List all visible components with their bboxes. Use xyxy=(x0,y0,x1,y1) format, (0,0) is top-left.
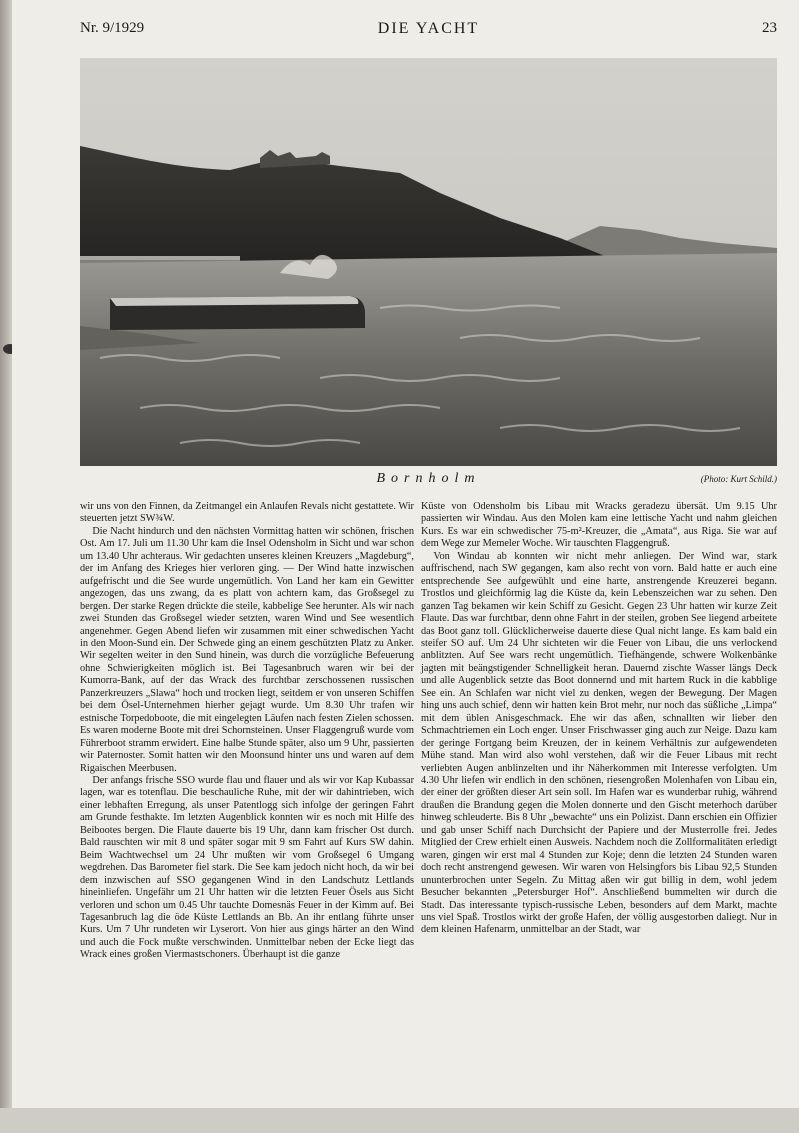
article-column-right xyxy=(421,501,777,937)
photo-bornholm-coast xyxy=(80,58,777,466)
photo-credit: (Photo: Kurt Schild.) xyxy=(700,474,777,484)
caption-place: Bornholm xyxy=(376,471,481,486)
photo-caption xyxy=(80,471,777,491)
paragraph: Küste von Odensholm bis Libau mit Wracks geradezu übersät. Um 9.15 Uhr passierten wir Windau. Aus den Molen kam eine lettische Yacht und nahm gleichen Kurs. Es war ein schwedischer 75-m²-Kreuzer, die „Amata“, aus Riga. Sie war auf dem Wege zur Memeler Woche. Wir tauschten Flaggengruß. xyxy=(421,501,777,550)
paragraph: Von Windau ab konnten wir nicht mehr anliegen. Der Wind war, stark auffrischend, nach SW gegangen, kam also recht von vorn. Bald hatte er auch eine entsprechende See aufgewühlt und eine harte, anstrengende Kreuzerei begann. Trostlos und gleichförmig lag die Küste da, kein Lebenszeichen war zu sehen. Den ganzen Tag bekamen wir kein Schiff zu Gesicht. Gegen 23 Uhr hatten wir kurze Zeit Flaute. Das war furchtbar, denn ohne Fahrt in der steilen, groben See liegend arbeitete das Boot ganz toll. Glücklicherweise dauerte diese Qual nicht lange. Es kam bald ein steifer SO auf. Um 24 Uhr sichteten wir die Feuer von Libau, die uns verlockend anblitzten. Auf See wars recht ungemütlich. Tiefhängende, schwere Wolkenbänke jagten mit beängstigender Schnelligkeit heran. Dauernd zischte Wasser längs Deck und alle Augenblick setzte das Boot donnernd und mit hartem Ruck in die kabblige See ein. An Schlafen war nicht viel zu denken, wegen der Bewegung. Der Magen hing uns auch schief, denn wir hatten kein Brot mehr, nur noch das süßliche „Limpa“ mit dem üblen Anisgeschmack. Ehe wir das aßen, schnallten wir lieber den Schmachtriemen ein Loch enger. Unser Frischwasser ging auch zur Neige. Dazu kam der geringe Fortgang beim Kreuzen, der in keinem Verhältnis zur aufgewendeten Mühe stand. Man wird also wohl verstehen, daß wir die Feuer Libaus mit recht verliebten Augen anblinzelten und ihr Näherkommen mit Interesse verfolgten. Um 4.30 Uhr liefen wir endlich in den schönen, riesengroßen Molenhafen von Libau ein, der einer der größten dieser Art sein soll. Im Hafen war es wunderbar ruhig, während draußen die Brandung gegen die Molen donnerte und den Gischt meterhoch darüber hinweg schleuderte. Bis 8 Uhr „bewachte“ uns ein Polizist. Dann erschien ein Offizier und gab unser Schiff nach Durchsicht der Papiere und der Musterrolle frei. Jedes Mitglied der Crew erhielt einen Ausweis. Nachdem noch die Zollformalitäten erledigt waren, gingen wir erst mal 4 Stunden zur Koje; denn die letzten 24 Stunden waren doch recht anstrengend gewesen. Wir waren von Helsingfors bis Libau 92,5 Stunden ununterbrochen unter Segeln. Zu Mittag aßen wir gut billig in dem, wohl jedem Besucher bekannten „Petersburger Hof“. Anschließend bummelten wir durch die Stadt. Das interessante typisch-russische Leben, besonders auf dem Markt, machte uns viel Spaß. Trostlos wirkt der große Hafen, der völlig ausgestorben daliegt. Nur in dem kleinen Hafenarm, unmittelbar an der Stadt, war xyxy=(421,550,777,936)
paragraph: Der anfangs frische SSO wurde flau und flauer und als wir vor Kap Kubassar lagen, war es totenflau. Die beschauliche Ruhe, mit der wir dahintrieben, wich einer lebhaften Erregung, als unser Patentlogg sich infolge der geringen Fahrt am Grunde festhakte. Im letzten Augenblick konnten wir es noch mit Hilfe des Beibootes bergen. Die Flaute dauerte bis 19 Uhr, dann kam frischer Ost durch. Bald rauschten wir mit 8 und später sogar mit 9 sm Fahrt auf Kurs SW dahin. Beim Wachtwechsel um 24 Uhr mußten wir vom Großsegel 6 Umgang wegdrehen. Das Barometer fiel stark. Die See kam jedoch nicht hoch, da wir bei dem inzwischen auf SSO gegangenen Wind in den Landschutz Lettlands hineinliefen. Ungefähr um 21 Uhr hatten wir die letzten Feuer Ösels aus Sicht verloren und schon um 0.45 Uhr tauchte Domesnäs Feuer in der Kimm auf. Bei Tagesanbruch lag die öde Küste Lettlands an Bb. An ihr entlang führte unser Kurs. Um 7 Uhr rundeten wir Lyserort. Von hier aus gings härter an den Wind und auch die Fock mußte verschwinden. Unmittelbar neben der Ecke liegt das Wrack eines großen Viermastschoners. Überhaupt ist die ganze xyxy=(80,774,414,961)
paragraph: Die Nacht hindurch und den nächsten Vormittag hatten wir schönen, frischen Ost. Am 17. Juli um 11.30 Uhr kam die Insel Odensholm in Sicht und war schon um 13.40 Uhr achteraus. Wir gedachten unseres kleinen Kreuzers „Magdeburg“, der im Anfang des Krieges hier verloren ging. — Der Wind hatte inzwischen aufgefrischt und die See wurde ungemütlich. Von Land her kam ein Gewitter angezogen, das uns zwang, da es platt von achtern kam, das Großsegel zu bergen. Der starke Regen drückte die steile, kabbelige See herunter. Als wir nach zwei Stunden das Großsegel wieder setzten, waren Wind und See wesentlich angenehmer. Gegen Abend liefen wir zusammen mit einer schwedischen Yacht in den Moon-Sund ein. Der Schwede ging an einem geschützten Platz zu Anker. Wir segelten weiter in den Sund hinein, was durch die vorzügliche Befeuerung ohne Schwierigkeiten möglich ist. Bei Tagesanbruch waren wir bei der Kumorra-Bank, auf der das Wrack des furchtbar zerschossenen russischen Panzerkreuzers „Slawa“ hoch und trocken liegt, seitdem er von unseren Schiffen bei dem Ösel-Unternehmen hierher gejagt wurde. Um 8.30 Uhr trafen wir estnische Torpedoboote, die mit eingelegten Läufen nach festen Zielen schossen. Es waren moderne Boote mit drei Schornsteinen. Unser Flaggengruß wurde vom Führerboot stramm erwidert. Eine halbe Stunde später, also um 9 Uhr, passierten wir Paternoster. Somit hatten wir den Moonsund hinter uns und waren auf dem Rigaischen Meerbusen. xyxy=(80,525,414,774)
issue-number: Nr. 9/1929 xyxy=(80,20,145,36)
article-column-left xyxy=(80,501,414,962)
page-fold-shadow xyxy=(0,0,12,1133)
page-bottom-edge xyxy=(0,1108,799,1133)
running-header xyxy=(80,20,777,42)
paragraph: wir uns von den Finnen, da Zeitmangel ein Anlaufen Revals nicht gestattete. Wir steuerten jetzt SW¾W. xyxy=(80,501,414,525)
magazine-title: DIE YACHT xyxy=(377,20,480,37)
page-number: 23 xyxy=(762,20,777,36)
photo-illustration xyxy=(80,58,777,466)
